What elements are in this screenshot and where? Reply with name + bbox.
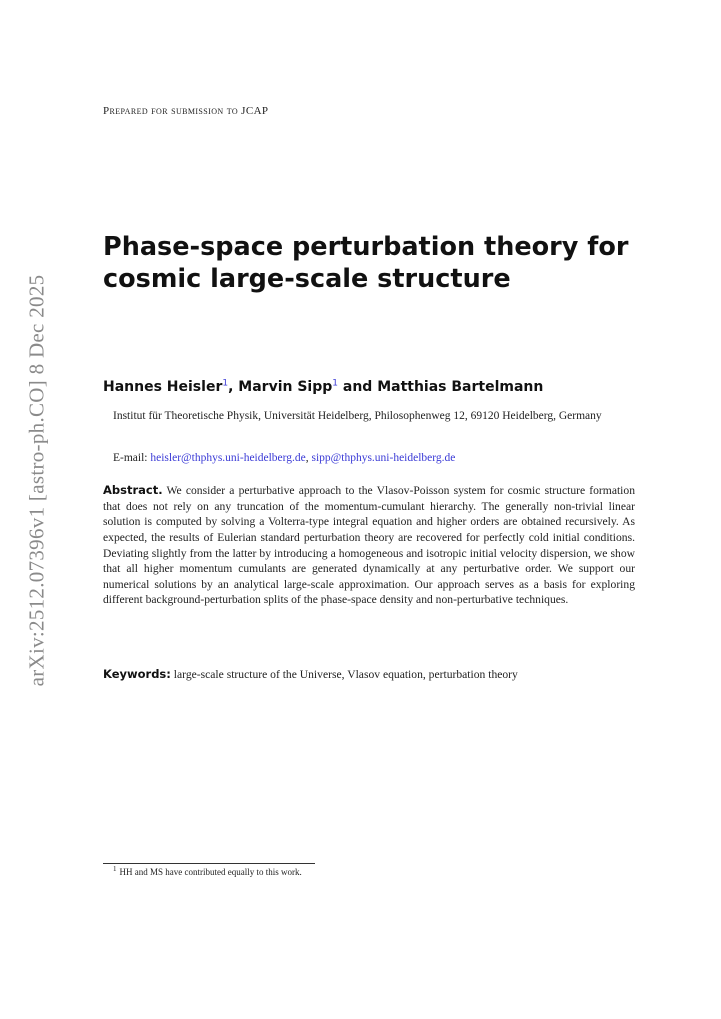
footnote-divider xyxy=(103,863,315,864)
email-line xyxy=(113,452,635,464)
email-separator: , xyxy=(305,452,312,464)
paper-title xyxy=(103,232,663,296)
title-line-2: cosmic large-scale structure xyxy=(103,263,511,294)
keywords-label: Keywords: xyxy=(103,667,171,681)
title-line-1: Phase-space perturbation theory for xyxy=(103,232,629,262)
keywords-text: large-scale structure of the Universe, Vlasov equation, perturbation theory xyxy=(173,668,518,681)
author-name: Matthias Bartelmann xyxy=(377,379,544,395)
keywords xyxy=(103,667,663,681)
affiliation-mark[interactable]: 1 xyxy=(222,378,229,389)
footnote-text: HH and MS have contributed equally to this work. xyxy=(119,867,302,877)
email-link-sipp[interactable]: sipp@thphys.uni-heidelberg.de xyxy=(311,452,456,464)
affiliation-mark[interactable]: 1 xyxy=(332,378,338,389)
author-name: Marvin Sipp xyxy=(238,379,333,395)
arxiv-identifier: arXiv:2512.07396v1 [astro-ph.CO] 8 Dec 2025 xyxy=(24,274,49,686)
email-link-heisler[interactable]: heisler@thphys.uni-heidelberg.de xyxy=(150,452,306,464)
author-list xyxy=(103,379,663,395)
abstract-text: We consider a perturbative approach to the Vlasov-Poisson system for cosmic structure formation that does not rely on any truncation of the momentum-cumulant hierarchy. The generally non-trivial linear solution is computed by solving a Volterra-type integral equation and higher orders are obtained recursively. As expected, the results of Eulerian standard perturbation theory are recovered for perfectly cold initial conditions. Deviating slightly from the latter by introducing a homogeneous and isotropic initial velocity dispersion, we show that all higher momentum cumulants are generated dynamically at any perturbative order. We support our numerical solutions by an analytical large-scale approximation. Our approach serves as a basis for exploring different background-perturbation splits of the phase-space density and non-perturbative techniques. xyxy=(103,484,635,607)
email-label: E-mail: xyxy=(113,452,148,464)
arxiv-stamp xyxy=(22,270,52,690)
footnote xyxy=(113,867,613,877)
abstract xyxy=(103,483,635,608)
footnote-mark: 1 xyxy=(113,865,117,873)
author-separator: , xyxy=(228,379,239,395)
affiliation: Institut für Theoretische Physik, Universität Heidelberg, Philosophenweg 12, 69120 Heidelberg, Germany xyxy=(113,410,602,422)
submission-note: Prepared for submission to JCAP xyxy=(103,105,269,117)
abstract-label: Abstract. xyxy=(103,483,163,497)
author-name: Hannes Heisler xyxy=(103,379,223,395)
author-separator: and xyxy=(338,379,378,395)
